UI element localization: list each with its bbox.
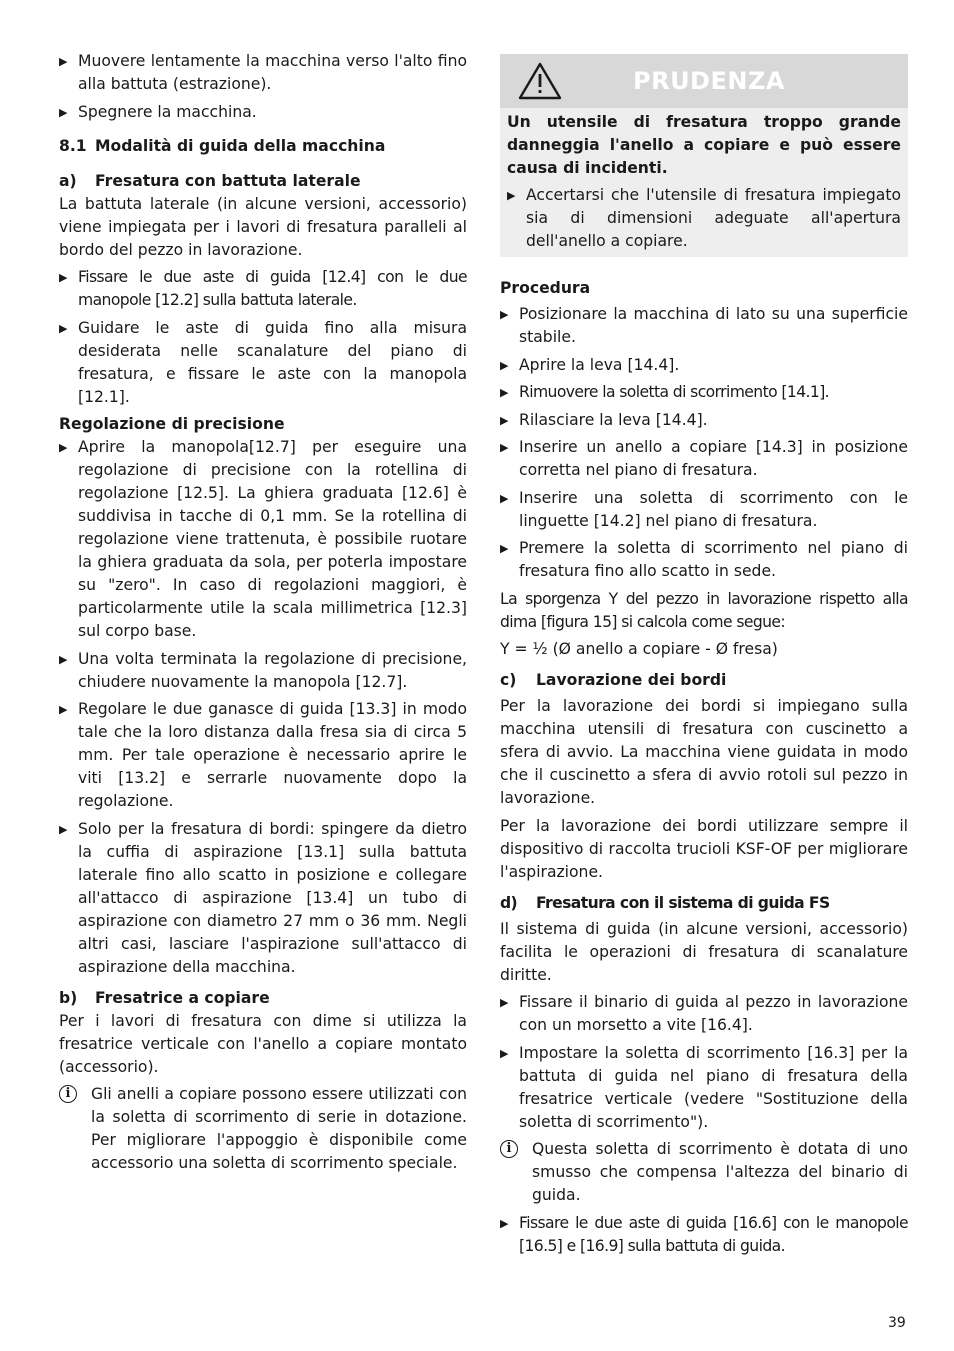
paragraph-sistema-guida: Il sistema di guida (in alcune versioni, accessorio) facilita le operazioni di fresatura di scanalature diritte.	[500, 919, 908, 984]
section-heading-8-1: 8.1 Modalità di guida della macchina	[59, 136, 386, 155]
bullet-fissare-aste-guida: ▶ Fissare le due aste di guida [16.6] con le manopole [16.5] e [16.9] sulla battuta di guida.	[500, 1212, 908, 1258]
bullet-guidare-aste: ▶ Guidare le aste di guida fino alla misura desiderata nelle scanalature del piano di fresatura, e fissare le aste con la manopola [12.1].	[59, 317, 467, 409]
bullet-muovere: ▶ Muovere lentamente la macchina verso l'alto fino alla battuta (estrazione).	[59, 50, 467, 96]
bullet-inserire-anello: ▶ Inserire un anello a copiare [14.3] in posizione corretta nel piano di fresatura.	[500, 436, 908, 482]
paragraph-lavorazione-bordi-2: Per la lavorazione dei bordi utilizzare sempre il dispositivo di raccolta trucioli KSF-OF per migliorare l'aspirazione.	[500, 816, 908, 881]
bullet-rimuovere-soletta: ▶ Rimuovere la soletta di scorrimento [14.1].	[500, 381, 908, 404]
warning-title: PRUDENZA	[633, 67, 785, 95]
bullet-fissare-aste: ▶ Fissare le due aste di guida [12.4] con le due manopole [12.2] sulla battuta laterale.	[59, 266, 467, 312]
info-icon: i	[500, 1140, 518, 1158]
warning-bullet: ▶ Accertarsi che l'utensile di fresatura impiegato sia di dimensioni adeguate all'apertura dell'anello a copiare.	[507, 184, 901, 253]
heading-procedura: Procedura	[500, 279, 591, 297]
warning-text: Un utensile di fresatura troppo grande danneggia l'anello a copiare e può essere causa di incidenti.	[507, 113, 901, 177]
formula: Y = ½ (Ø anello a copiare - Ø fresa)	[500, 640, 778, 658]
bullet-fresatura-bordi: ▶ Solo per la fresatura di bordi: spingere da dietro la cuffia di aspirazione [13.1] sulla battuta laterale fino allo scatto in posizione e collegare all'attacco di aspirazione [13.4] un tubo di aspirazione con diametro 27 mm o 36 mm. Negli altri casi, lasciare l'aspirazione sull'attacco di aspirazione della macchina.	[59, 818, 467, 979]
paragraph-battuta-laterale: La battuta laterale (in alcune versioni, accessorio) viene impiegata per i lavori di fresatura paralleli al bordo del pezzo in lavorazione.	[59, 194, 467, 259]
info-note-smusso: i Questa soletta di scorrimento è dotata di uno smusso che compensa l'altezza del binario di guida.	[500, 1138, 908, 1207]
info-icon: i	[59, 1085, 77, 1103]
subsection-heading-d: d) Fresatura con il sistema di guida FS	[500, 893, 830, 912]
left-column	[59, 50, 467, 1175]
bullet-regolare-ganasce: ▶ Regolare le due ganasce di guida [13.3] in modo tale che la loro distanza dalla fresa sia di circa 5 mm. Per tale operazione è necessario aprire le viti [13.2] e serrarle nuovamente dopo la regolazione.	[59, 698, 467, 813]
warning-body	[500, 108, 908, 257]
bullet-spegnere: ▶ Spegnere la macchina.	[59, 101, 467, 124]
paragraph-sporgenza: La sporgenza Y del pezzo in lavorazione rispetto alla dima [figura 15] si calcola come segue:	[500, 589, 908, 631]
paragraph-fresatrice-copiare: Per i lavori di fresatura con dime si utilizza la fresatrice verticale con l'anello a copiare montato (accessorio).	[59, 1011, 467, 1076]
bullet-chiudere-manopola: ▶ Una volta terminata la regolazione di precisione, chiudere nuovamente la manopola [12.7].	[59, 648, 467, 694]
subsection-heading-a: a) Fresatura con battuta laterale	[59, 171, 361, 190]
bullet-rilasciare-leva: ▶ Rilasciare la leva [14.4].	[500, 409, 908, 432]
bullet-posizionare: ▶ Posizionare la macchina di lato su una superficie stabile.	[500, 303, 908, 349]
bullet-fissare-binario: ▶ Fissare il binario di guida al pezzo in lavorazione con un morsetto a vite [16.4].	[500, 991, 908, 1037]
bullet-impostare-soletta: ▶ Impostare la soletta di scorrimento [16.3] per la battuta di guida nel piano di fresatura della fresatrice verticale (vedere "Sostituzione della soletta di scorrimento").	[500, 1042, 908, 1134]
bullet-inserire-soletta: ▶ Inserire una soletta di scorrimento con le linguette [14.2] nel piano di fresatura.	[500, 487, 908, 533]
paragraph-lavorazione-bordi-1: Per la lavorazione dei bordi si impiegano sulla macchina utensili di fresatura con cuscinetto a sfera di avvio. La macchina viene guidata in modo che il cuscinetto a sfera di avvio rotoli sul pezzo in lavorazione.	[500, 697, 908, 807]
heading-regolazione: Regolazione di precisione	[59, 415, 285, 433]
bullet-aprire-leva: ▶ Aprire la leva [14.4].	[500, 354, 908, 377]
bullet-premere-soletta: ▶ Premere la soletta di scorrimento nel piano di fresatura fino allo scatto in sede.	[500, 537, 908, 583]
subsection-heading-c: c) Lavorazione dei bordi	[500, 671, 727, 689]
page-number: 39	[888, 1315, 906, 1331]
info-note-anelli: i Gli anelli a copiare possono essere utilizzati con la soletta di scorrimento di serie in dotazione. Per migliorare l'appoggio è disponibile come accessorio una soletta di scorrimento speciale.	[59, 1083, 467, 1175]
bullet-aprire-manopola: ▶ Aprire la manopola[12.7] per eseguire una regolazione di precisione con la rotellina di regolazione [12.5]. La ghiera graduata [12.6] è suddivisa in tacche di 0,1 mm. Se la rotellina di regolazione viene trattenuta, è possibile ruotare la ghiera graduata da sola, per poterla impostare su "zero". In caso di regolazioni maggiori, è particolarmente utile la scala millimetrica [12.3] sul corpo base.	[59, 436, 467, 643]
warning-header	[500, 54, 908, 108]
warning-triangle-icon	[517, 61, 563, 101]
right-column	[500, 54, 908, 1262]
subsection-heading-b: b) Fresatrice a copiare	[59, 988, 270, 1007]
